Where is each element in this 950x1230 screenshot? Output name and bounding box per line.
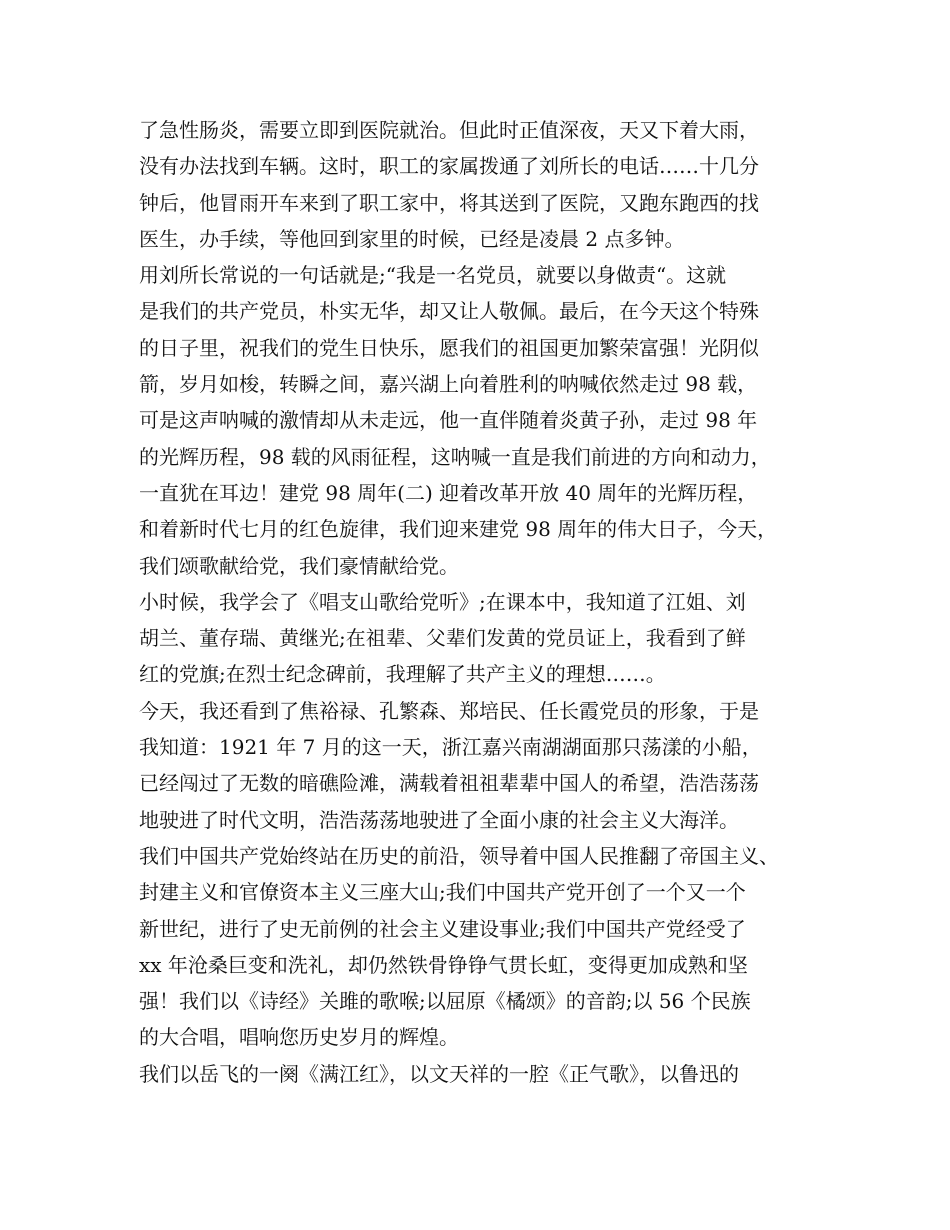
text-line: 的大合唱，唱响您历史岁月的辉煌。 — [139, 1025, 459, 1050]
text-line: 用刘所长常说的一句话就是;“我是一名党员，就要以身做责“。这就 — [139, 263, 727, 288]
text-line: 胡兰、董存瑞、黄继光;在祖辈、父辈们发黄的党员证上，我看到了鲜 — [139, 626, 746, 651]
body-text — [139, 112, 829, 1092]
text-line: 地驶进了时代文明，浩浩荡荡地驶进了全面小康的社会主义大海洋。 — [139, 807, 739, 832]
text-line: 今天，我还看到了焦裕禄、孔繁森、郑培民、任长霞党员的形象，于是 — [139, 698, 759, 723]
text-line: xx 年沧桑巨变和洗礼，却仍然铁骨铮铮气贯长虹，变得更加成熟和坚 — [139, 952, 748, 977]
text-line: 强！我们以《诗经》关雎的歌喉;以屈原《橘颂》的音韵;以 56 个民族 — [139, 989, 751, 1014]
text-line: 了急性肠炎，需要立即到医院就治。但此时正值深夜，天又下着大雨， — [139, 118, 759, 142]
text-line: 我们以岳飞的一阕《满江红》，以文天祥的一腔《正气歌》，以鲁迅的 — [139, 1061, 739, 1086]
text-line: 的日子里，祝我们的党生日快乐，愿我们的祖国更加繁荣富强！光阴似 — [139, 335, 759, 360]
text-line: 新世纪，进行了史无前例的社会主义建设事业;我们中国共产党经受了 — [139, 916, 746, 941]
text-line: 已经闯过了无数的暗礁险滩，满载着祖祖辈辈中国人的希望，浩浩荡荡 — [139, 771, 759, 796]
text-line: 是我们的共产党员，朴实无华，却又让人敬佩。最后，在今天这个特殊 — [139, 299, 759, 324]
text-line: 和着新时代七月的红色旋律，我们迎来建党 98 周年的伟大日子，今天， — [139, 517, 778, 542]
text-line: 箭，岁月如梭，转瞬之间，嘉兴湖上向着胜利的呐喊依然走过 98 载， — [139, 372, 758, 397]
text-line: 我知道：1921 年 7 月的这一天，浙江嘉兴南湖湖面那只荡漾的小船， — [139, 735, 762, 760]
text-line: 一直犹在耳边！建党 98 周年(二) 迎着改革开放 40 周年的光辉历程， — [139, 480, 758, 505]
text-line: 钟后，他冒雨开车来到了职工家中，将其送到了医院，又跑东跑西的找 — [139, 190, 759, 215]
text-line: 红的党旗;在烈士纪念碑前，我理解了共产主义的理想……。 — [139, 662, 666, 687]
text-line: 医生，办手续，等他回到家里的时候，已经是凌晨 2 点多钟。 — [139, 226, 685, 251]
text-line: 小时候，我学会了《唱支山歌给党听》;在课本中，我知道了江姐、刘 — [139, 589, 746, 614]
text-line: 我们中国共产党始终站在历史的前沿，领导着中国人民推翻了帝国主义、 — [139, 843, 779, 868]
text-line: 可是这声呐喊的激情却从未走远，他一直伴随着炎黄子孙，走过 98 年 — [139, 408, 758, 433]
text-line: 我们颂歌献给党，我们豪情献给党。 — [139, 553, 459, 578]
text-line: 封建主义和官僚资本主义三座大山;我们中国共产党开创了一个又一个 — [139, 880, 746, 905]
text-line: 没有办法找到车辆。这时，职工的家属拨通了刘所长的电话……十几分 — [139, 154, 759, 179]
text-line: 的光辉历程，98 载的风雨征程，这呐喊一直是我们前进的方向和动力， — [139, 444, 771, 469]
